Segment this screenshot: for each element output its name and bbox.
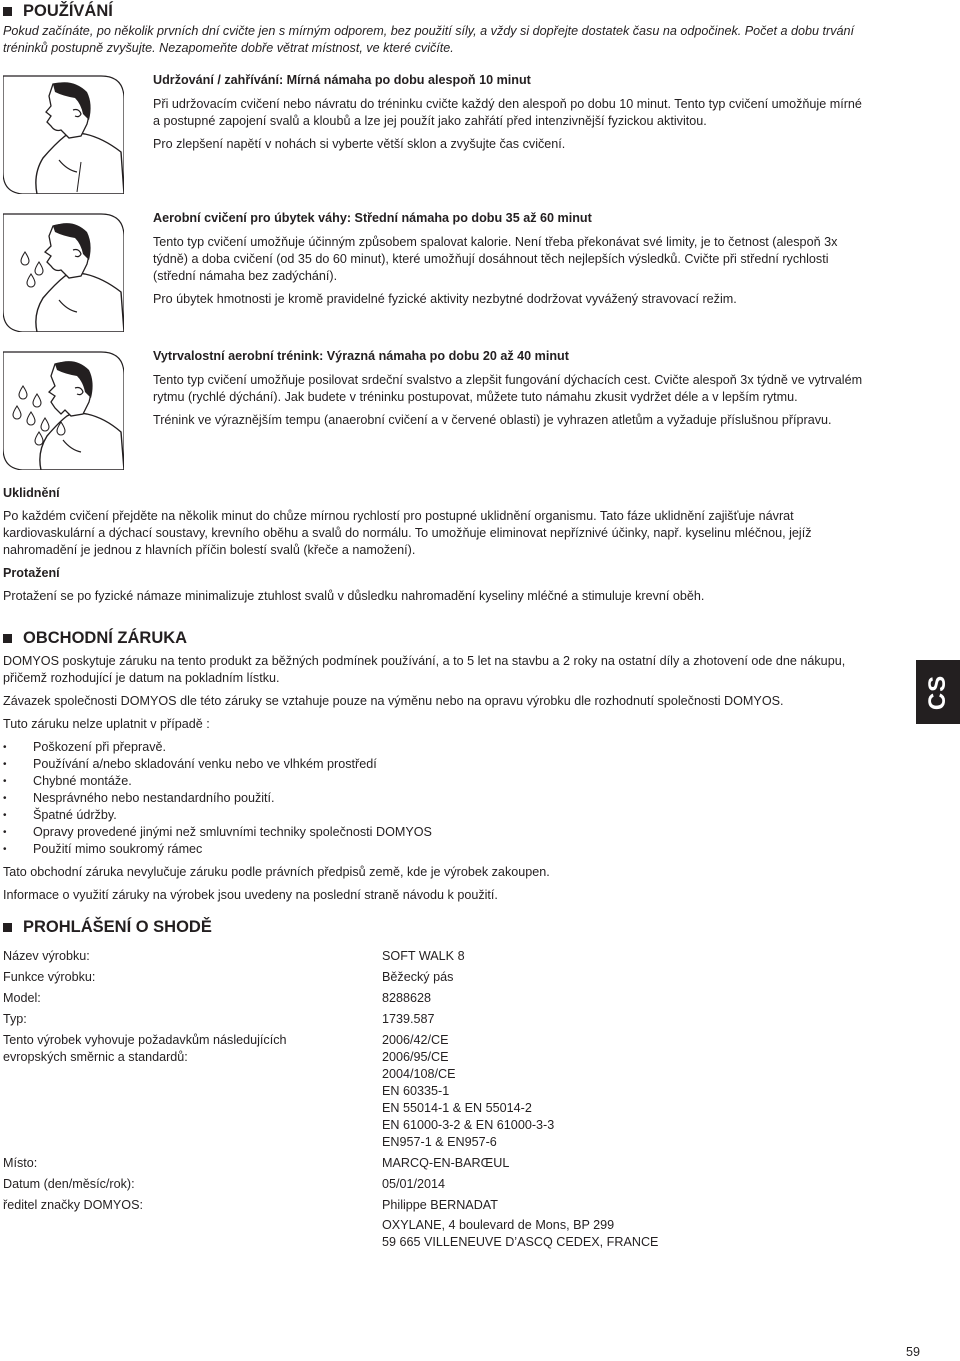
exercise-text: Tento typ cvičení umožňuje účinným způsobem spalovat kalorie. Není třeba překonávat své limity, je to četnost (alespoň 3x týdně) a doba cvičení (od 35 do 60 minut), které umožňují dosáhnout těch nejlepších výsledků. Cvičte při střední rychlosti (střední námaha bez zadýchání).: [153, 235, 838, 283]
exercise-text: Trénink ve výraznějším tempu (anaerobní cvičení a v červené oblasti) je vyhrazen atletům a vyžaduje příslušnou přípravu.: [153, 413, 832, 427]
declaration-value: MARCQ-EN-BARŒUL: [382, 1156, 510, 1170]
exercise-title: Vytrvalostní aerobní trénink: Výrazná námaha po dobu 20 až 40 minut: [153, 349, 569, 363]
directives-label-line: Tento výrobek vyhovuje požadavkům následujících: [3, 1033, 287, 1047]
exercise-aerobic-weight-loss: [153, 210, 863, 314]
declaration-label: ředitel značky DOMYOS:: [3, 1198, 143, 1212]
page-number: 59: [905, 1345, 920, 1359]
runner-heavy-sweat-illustration: [3, 350, 124, 470]
list-item: • Použití mimo soukromý rámec: [3, 841, 863, 858]
section-heading-warranty: [0, 628, 187, 648]
declaration-value: Běžecký pás: [382, 970, 454, 984]
warranty-text: Tuto záruku nelze uplatnit v případě :: [3, 717, 210, 731]
directive-item: EN 60335-1: [382, 1084, 450, 1098]
stretch-title: Protažení: [3, 566, 60, 580]
address-line: OXYLANE, 4 boulevard de Mons, BP 299: [382, 1218, 615, 1232]
list-item: • Chybné montáže.: [3, 773, 863, 790]
warranty-text: DOMYOS poskytuje záruku na tento produkt za běžných podmínek používání, a to 5 let na stavbu a 2 roky na ostatní díly a zhotovení ode dne nákupu, přičemž rozhodující je datum na pokladním lístku.: [3, 654, 846, 685]
directives-label-line: evropských směrnic a standardů:: [3, 1050, 188, 1064]
exercise-title: Aerobní cvičení pro úbytek váhy: Střední námaha po dobu 35 až 60 minut: [153, 211, 592, 225]
declaration-value: Philippe BERNADAT: [382, 1198, 498, 1212]
declaration-heading: PROHLÁŠENÍ O SHODĚ: [23, 918, 212, 936]
declaration-value: 05/01/2014: [382, 1177, 446, 1191]
warranty-text: Závazek společnosti DOMYOS dle této záruky se vztahuje pouze na výměnu nebo na opravu výrobku dle rozhodnutí společnosti DOMYOS.: [3, 694, 784, 708]
exercise-text: Tento typ cvičení umožňuje posilovat srdeční svalstvo a zlepšit fungování dýchacích cest. Cvičte alespoň 3x týdně ve vytrvalém rytmu (rychlé dýchání). Jak budete v tréninku postupovat, můžete tuto námahu zkusit vydržet déle a v lepším rytmu.: [153, 373, 863, 404]
directive-item: EN 55014-1 & EN 55014-2: [382, 1101, 532, 1115]
exercise-text: Pro úbytek hmotnosti je kromě pravidelné fyzické aktivity nezbytné dodržovat vyvážený stravovací režim.: [153, 292, 737, 306]
address-line: 59 665 VILLENEUVE D’ASCQ CEDEX, FRANCE: [382, 1235, 659, 1249]
directive-item: EN957-1 & EN957-6: [382, 1135, 497, 1149]
declaration-label: Datum (den/měsíc/rok):: [3, 1177, 135, 1191]
warranty-block: [3, 653, 863, 910]
declaration-label: Název výrobku:: [3, 949, 90, 963]
bullet-square-icon: [3, 923, 12, 932]
warranty-text: Informace o využití záruky na výrobek jsou uvedeny na poslední straně návodu k použití.: [3, 888, 498, 902]
runner-sweating-illustration: [3, 212, 124, 332]
warranty-exclusion-list: [3, 739, 863, 858]
cooldown-text: Po každém cvičení přejděte na několik minut do chůze mírnou rychlostí pro postupné uklidnění organismu. Tato fáze uklidnění zajišťuje návrat kardiovaskulární a dýchací soustavy, krevního oběhu a svalů do normálu. To umožňuje eliminovat nepříznivé účinky, např. kyselinu mléčnou, jejíž nahromadění je jednou z hlavních příčin bolestí svalů (křeče a namožení).: [3, 509, 812, 557]
directive-item: EN 61000-3-2 & EN 61000-3-3: [382, 1118, 555, 1132]
exercise-text: Při udržovacím cvičení nebo návratu do tréninku cvičte každý den alespoň po dobu 10 minut. Tento typ cvičení umožňuje mírné a postupné zapojení svalů a kloubů a lze jej použít jako zahřátí před intenzivnější fyzickou aktivitou.: [153, 97, 862, 128]
declaration-value: SOFT WALK 8: [382, 949, 465, 963]
directives-label: [3, 1032, 363, 1066]
stretch-text: Protažení se po fyzické námaze minimalizuje ztuhlost svalů v důsledku nahromadění kyseliny mléčné a stimuluje krevní oběh.: [3, 589, 705, 603]
directive-item: 2006/95/CE: [382, 1050, 449, 1064]
figure-intense-runner: [3, 350, 124, 470]
declaration-label: Model:: [3, 991, 41, 1005]
usage-intro: Pokud začínáte, po několik prvních dní cvičte jen s mírným odporem, bez použití síly, a vždy si dopřejte dostatek času na odpočinek. Počet a dobu trvání tréninků postupně zvyšujte. Nezapomeňte dobře větrat místnost, ve které cvičíte.: [3, 24, 855, 55]
declaration-label: Místo:: [3, 1156, 38, 1170]
runner-calm-illustration: [3, 74, 124, 194]
language-tab-label: CS: [924, 674, 952, 710]
figure-moderate-runner: [3, 212, 124, 332]
exercise-maintenance: [153, 72, 863, 159]
bullet-square-icon: [3, 634, 12, 643]
cooldown-stretch-block: [3, 485, 863, 611]
usage-heading: POUŽÍVÁNÍ: [23, 2, 113, 20]
warranty-heading: OBCHODNÍ ZÁRUKA: [23, 629, 188, 647]
section-heading-usage: [0, 1, 113, 21]
language-tab: [916, 660, 960, 724]
address-block: [382, 1217, 862, 1251]
declaration-value: 8288628: [382, 991, 432, 1005]
directives-list: [382, 1032, 862, 1151]
list-item: • Špatné údržby.: [3, 807, 863, 824]
bullet-square-icon: [3, 7, 12, 16]
list-item: • Opravy provedené jinými než smluvními techniky společnosti DOMYOS: [3, 824, 863, 841]
declaration-label: Typ:: [3, 1012, 27, 1026]
list-item: • Nesprávného nebo nestandardního použití.: [3, 790, 863, 807]
figure-calm-runner: [3, 74, 124, 194]
directive-item: 2006/42/CE: [382, 1033, 449, 1047]
exercise-title: Udržování / zahřívání: Mírná námaha po dobu alespoň 10 minut: [153, 73, 531, 87]
cooldown-title: Uklidnění: [3, 486, 60, 500]
exercise-endurance: [153, 348, 863, 435]
warranty-text: Tato obchodní záruka nevylučuje záruku podle právních předpisů země, kde je výrobek zakoupen.: [3, 865, 550, 879]
list-item: • Poškození při přepravě.: [3, 739, 863, 756]
exercise-text: Pro zlepšení napětí v nohách si vyberte větší sklon a zvyšujte čas cvičení.: [153, 137, 566, 151]
declaration-label: Funkce výrobku:: [3, 970, 96, 984]
directive-item: 2004/108/CE: [382, 1067, 456, 1081]
list-item: • Používání a/nebo skladování venku nebo ve vlhkém prostředí: [3, 756, 863, 773]
section-heading-declaration: [0, 917, 212, 937]
declaration-value: 1739.587: [382, 1012, 435, 1026]
